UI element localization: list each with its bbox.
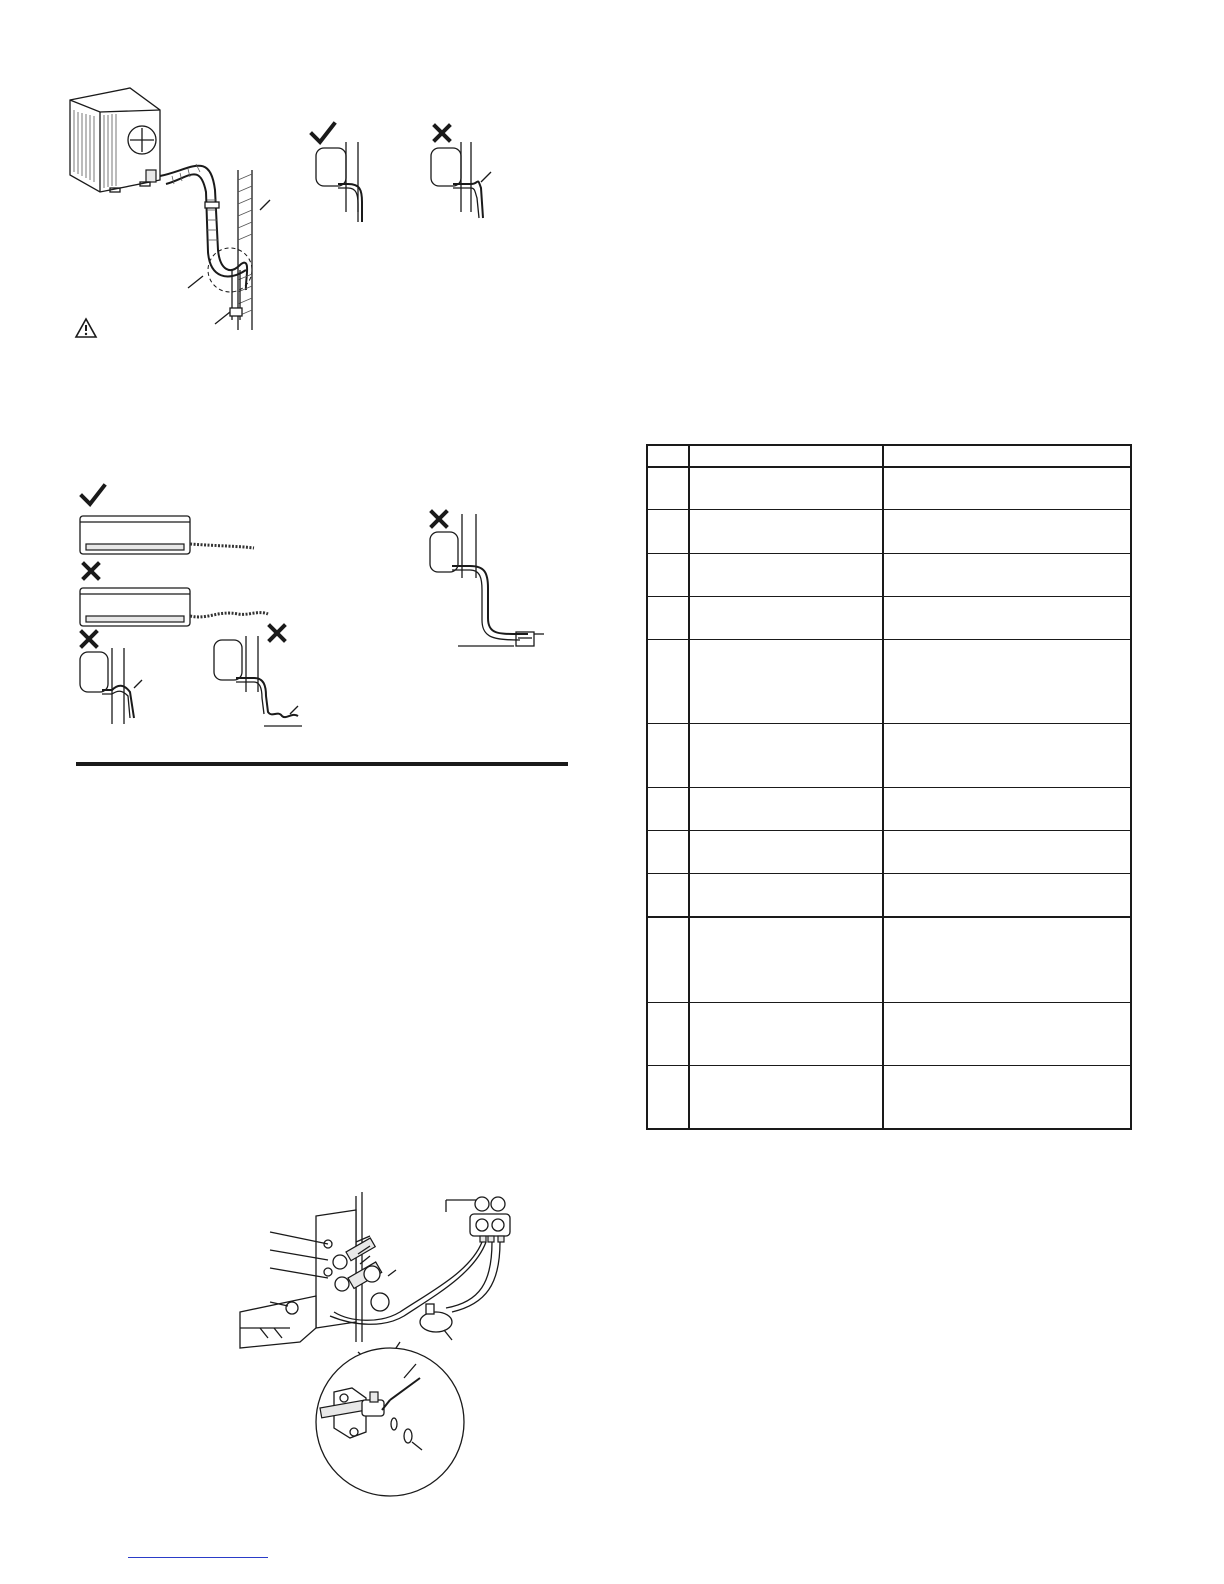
footer-link[interactable] [128, 1557, 268, 1558]
table-row-divider [648, 553, 1130, 554]
cross-mark-icon [270, 626, 284, 640]
outdoor-unit-icon [70, 88, 160, 192]
cross-mark-icon [84, 564, 98, 578]
vacuum-pump-icon [420, 1304, 452, 1340]
indoor-unit-incorrect-submerged-diagram [428, 508, 548, 668]
cross-mark-icon [435, 126, 449, 140]
table-row-divider [648, 1065, 1130, 1066]
indoor-unit-incorrect-small-diagram [425, 122, 525, 232]
table-row-divider [648, 596, 1130, 597]
table-row-divider [648, 787, 1130, 788]
check-mark-icon [82, 486, 104, 504]
wall-unit-correct-diagram [78, 484, 298, 564]
table-row-divider [648, 830, 1130, 831]
cross-mark-icon [432, 512, 446, 526]
table-row-divider [648, 723, 1130, 724]
indoor-unit-correct-small-diagram [308, 122, 398, 232]
indoor-unit-incorrect-wavy-diagram [208, 622, 318, 732]
table-header-divider [648, 466, 1130, 468]
table-row-divider [648, 1002, 1130, 1003]
cross-mark-icon [82, 632, 96, 646]
section-divider [76, 762, 568, 766]
manifold-gauge-vacuum-pump-diagram [230, 1192, 530, 1492]
check-mark-icon [312, 124, 334, 142]
warning-triangle-icon [75, 318, 97, 338]
table-row-divider [648, 639, 1130, 640]
table-row-divider [648, 509, 1130, 510]
troubleshooting-table [646, 444, 1132, 1130]
table-row-divider [648, 873, 1130, 874]
manifold-gauge-icon [446, 1197, 510, 1242]
indoor-unit-incorrect-raised-diagram [78, 628, 158, 728]
table-row-divider [648, 916, 1130, 918]
